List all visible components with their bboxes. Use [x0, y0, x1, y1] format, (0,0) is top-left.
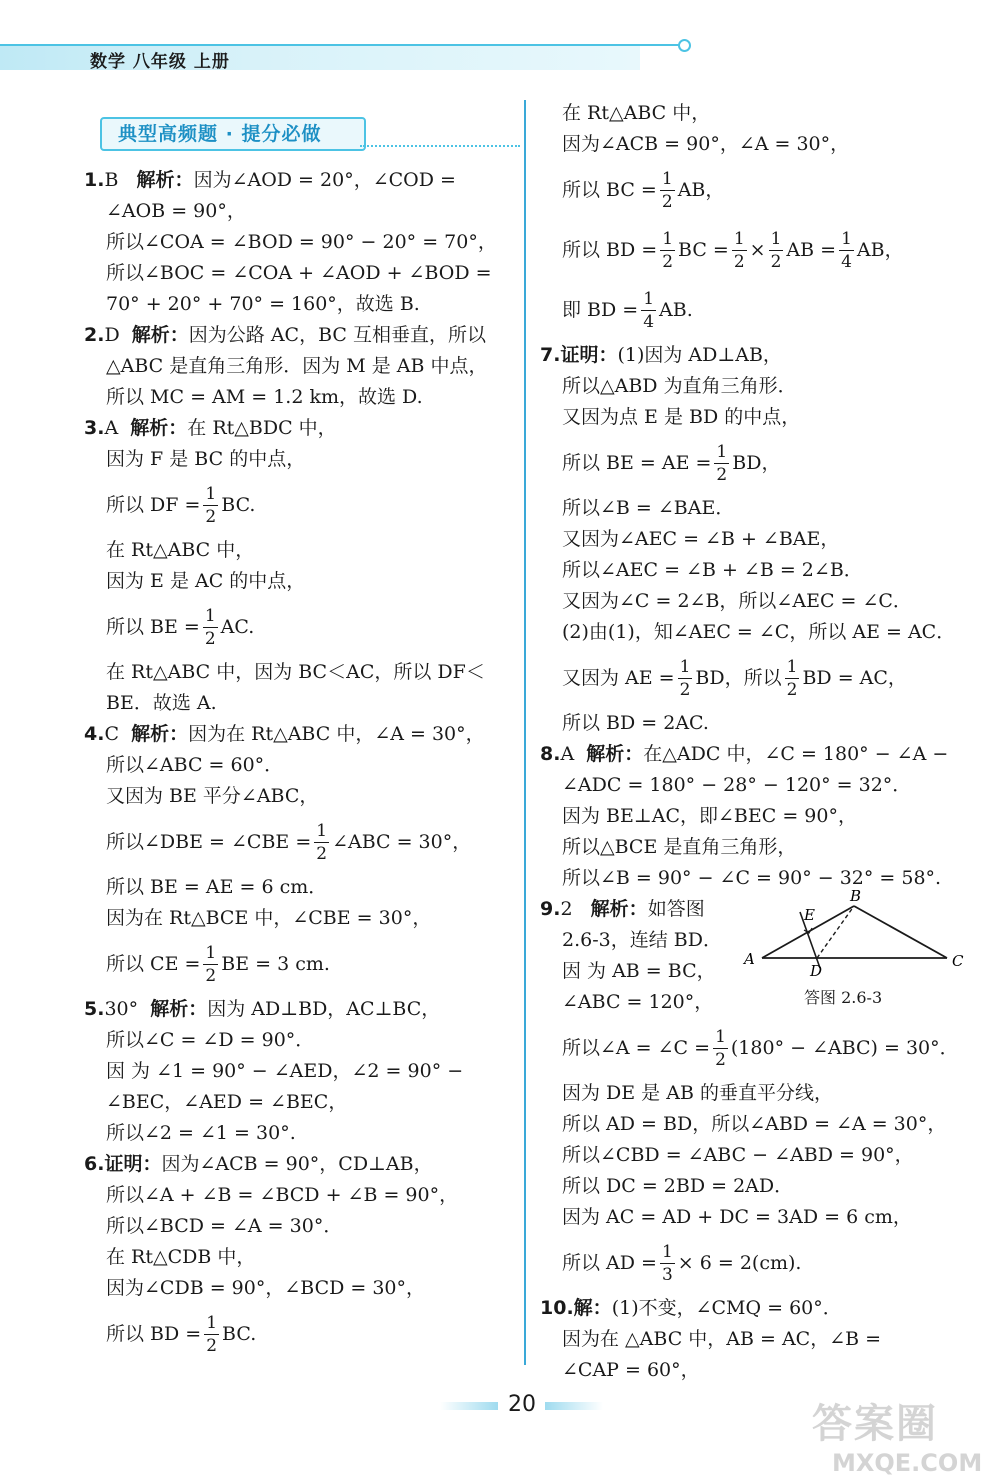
q7-line11: 所以 BD = 2AC.: [562, 712, 709, 734]
q10-line2: 因为在 △ABC 中，AB = AC，∠B =: [562, 1328, 882, 1350]
page-number: 20: [508, 1392, 536, 1417]
q4-line2: 所以∠ABC = 60°．: [106, 754, 284, 776]
q10-line3: ∠CAP = 60°，: [562, 1359, 700, 1381]
q1-line3: 所以∠COA = ∠BOD = 90° − 20° = 70°，: [106, 231, 497, 253]
section-title: 典型高频题 · 提分必做: [118, 123, 322, 145]
header-line: [0, 44, 680, 46]
q5-line3: 因 为 ∠1 = 90° − ∠AED，∠2 = 90° −: [106, 1060, 464, 1082]
q5-line1: 5.30° 解析：因为 AD⊥BD，AC⊥BC，: [84, 998, 441, 1020]
segment-bc: [854, 906, 947, 958]
q7-line7: 所以∠AEC = ∠B + ∠B = 2∠B．: [562, 559, 863, 581]
q2-line1: 2.D 解析：因为公路 AC，BC 互相垂直，所以: [84, 324, 486, 346]
q8-line4: 所以△BCE 是直角三角形，: [562, 836, 797, 858]
q6c-line5: 即 BD = $\frac{1}{4}$ AB.: [562, 288, 693, 332]
q7-line9: (2)由(1)，知∠AEC = ∠C，所以 AE = AC．: [562, 621, 956, 643]
q9-line9: 所以 DC = 2BD = 2AD．: [562, 1175, 794, 1197]
q9-line11: 所以 AD = $\frac{1}{3}$ × 6 = 2(cm).: [562, 1241, 802, 1285]
watermark-line1: 答案圈: [812, 1401, 938, 1447]
right-column: [540, 98, 980, 1386]
footer-decoration-left: [440, 1402, 498, 1410]
q9-line2: 2.6-3，连结 BD．: [562, 929, 722, 951]
watermark-line2: MXQE.COM: [832, 1449, 983, 1477]
q7-line2: 所以△ABD 为直角三角形．: [562, 375, 797, 397]
q1-line1: 1.B 解析：因为∠AOD = 20°，∠COD =: [84, 169, 456, 191]
q7-line6: 又因为∠AEC = ∠B + ∠BAE，: [562, 528, 840, 550]
q3-line5: 因为 E 是 AC 的中点，: [106, 570, 306, 592]
q3-line7: 在 Rt△ABC 中，因为 BC＜AC，所以 DF＜: [106, 661, 485, 683]
q9-line6: 因为 DE 是 AB 的垂直平分线，: [562, 1082, 833, 1104]
q7-line8: 又因为∠C = 2∠B，所以∠AEC = ∠C．: [562, 590, 912, 612]
q7-line5: 所以∠B = ∠BAE．: [562, 497, 735, 519]
q3-line3: 所以 DF = $\frac{1}{2}$ BC.: [106, 483, 256, 527]
q8-line5: 所以∠B = 90° − ∠C = 90° − 32° = 58°.: [562, 867, 942, 889]
book-title: 数学 八年级 上册: [90, 52, 230, 72]
q4-line7: 所以 CE = $\frac{1}{2}$ BE = 3 cm.: [106, 942, 330, 986]
q6-line1: 6.证明：因为∠ACB = 90°，CD⊥AB，: [84, 1153, 433, 1175]
figure-caption: 答图 2.6-3: [804, 988, 883, 1007]
q9-line5: 所以∠A = ∠C = $\frac{1}{2}$ (180° − ∠ABC) = 30°．: [562, 1026, 959, 1070]
header-dot-icon: [678, 39, 691, 52]
q7-line4: 所以 BE = AE = $\frac{1}{2}$ BD，: [562, 441, 781, 485]
q2-line3: 所以 MC = AM = 1.2 km，故选 D.: [106, 386, 423, 408]
label-b: B: [850, 888, 862, 905]
q1-line5: 70° + 20° + 70° = 160°，故选 B.: [106, 293, 420, 315]
q9-line4: ∠ABC = 120°，: [562, 991, 714, 1013]
label-e: E: [804, 906, 815, 924]
q7-line10: 又因为 AE = $\frac{1}{2}$ BD，所以 $\frac{1}{2}$ BD = AC，: [562, 656, 907, 700]
q4-line6: 因为在 Rt△BCE 中，∠CBE = 30°，: [106, 907, 432, 929]
q7-line3: 又因为点 E 是 BD 的中点，: [562, 406, 801, 428]
q9-line3: 因 为 AB = BC，: [562, 960, 716, 982]
q6c-line4: 所以 BD = $\frac{1}{2}$ BC = $\frac{1}{2}$ × $\frac{1}{2}$ AB = $\frac{1}{4}$ AB，: [562, 228, 904, 272]
column-divider: [524, 100, 526, 1365]
q3-line8: BE．故选 A.: [106, 692, 217, 714]
q8-line1: 8.A 解析：在△ADC 中，∠C = 180° − ∠A −: [540, 743, 949, 765]
footer-decoration-right: [545, 1402, 603, 1410]
q6c-line1: 在 Rt△ABC 中，: [562, 102, 711, 124]
q3-line6: 所以 BE = $\frac{1}{2}$ AC.: [106, 605, 255, 649]
q5-line2: 所以∠C = ∠D = 90°．: [106, 1029, 315, 1051]
label-d: D: [810, 962, 823, 980]
watermark: [812, 1392, 982, 1477]
q5-line4: ∠BEC，∠AED = ∠BEC，: [106, 1091, 348, 1113]
q4-line5: 所以 BE = AE = 6 cm．: [106, 876, 328, 898]
q4-line1: 4.C 解析：因为在 Rt△ABC 中，∠A = 30°，: [84, 723, 485, 745]
figure-2-6-3: [742, 888, 972, 998]
left-column: [84, 165, 522, 1364]
q6c-line2: 因为∠ACB = 90°，∠A = 30°，: [562, 133, 850, 155]
label-a: A: [744, 950, 755, 968]
q6-line2: 所以∠A + ∠B = ∠BCD + ∠B = 90°，: [106, 1184, 459, 1206]
q1-line2: ∠AOB = 90°，: [106, 200, 246, 222]
q8-line2: ∠ADC = 180° − 28° − 120° = 32°．: [562, 774, 912, 796]
q6c-line3: 所以 BC = $\frac{1}{2}$ AB，: [562, 168, 725, 212]
q7-line1: 7.证明：(1)因为 AD⊥AB，: [540, 344, 782, 366]
q4-line4: 所以∠DBE = ∠CBE = $\frac{1}{2}$ ∠ABC = 30°，: [106, 820, 472, 864]
q3-line2: 因为 F 是 BC 的中点，: [106, 448, 306, 470]
segment-bd-dashed: [817, 906, 854, 958]
q6-line5: 因为∠CDB = 90°，∠BCD = 30°，: [106, 1277, 426, 1299]
q9-line7: 所以 AD = BD，所以∠ABD = ∠A = 30°，: [562, 1113, 947, 1135]
q3-line4: 在 Rt△ABC 中，: [106, 539, 255, 561]
q8-line3: 因为 BE⊥AC，即∠BEC = 90°，: [562, 805, 857, 827]
section-dotted-rule: [360, 145, 520, 147]
q9-line1: 9.2 解析：如答图: [540, 898, 705, 920]
q5-line5: 所以∠2 = ∠1 = 30°.: [106, 1122, 296, 1144]
q9-line8: 所以∠CBD = ∠ABC − ∠ABD = 90°，: [562, 1144, 914, 1166]
q1-line4: 所以∠BOC = ∠COA + ∠AOD + ∠BOD =: [106, 262, 492, 284]
q10-line1: 10.解：(1)不变，∠CMQ = 60°．: [540, 1297, 842, 1319]
q2-line2: △ABC 是直角三角形．因为 M 是 AB 中点，: [106, 355, 488, 377]
q9-line10: 因为 AC = AD + DC = 3AD = 6 cm，: [562, 1206, 912, 1228]
q3-line1: 3.A 解析：在 Rt△BDC 中，: [84, 417, 337, 439]
q4-line3: 又因为 BE 平分∠ABC，: [106, 785, 319, 807]
q6-line4: 在 Rt△CDB 中，: [106, 1246, 256, 1268]
label-c: C: [952, 952, 964, 970]
q6-line6: 所以 BD = $\frac{1}{2}$ BC.: [106, 1312, 257, 1356]
q6-line3: 所以∠BCD = ∠A = 30°．: [106, 1215, 343, 1237]
